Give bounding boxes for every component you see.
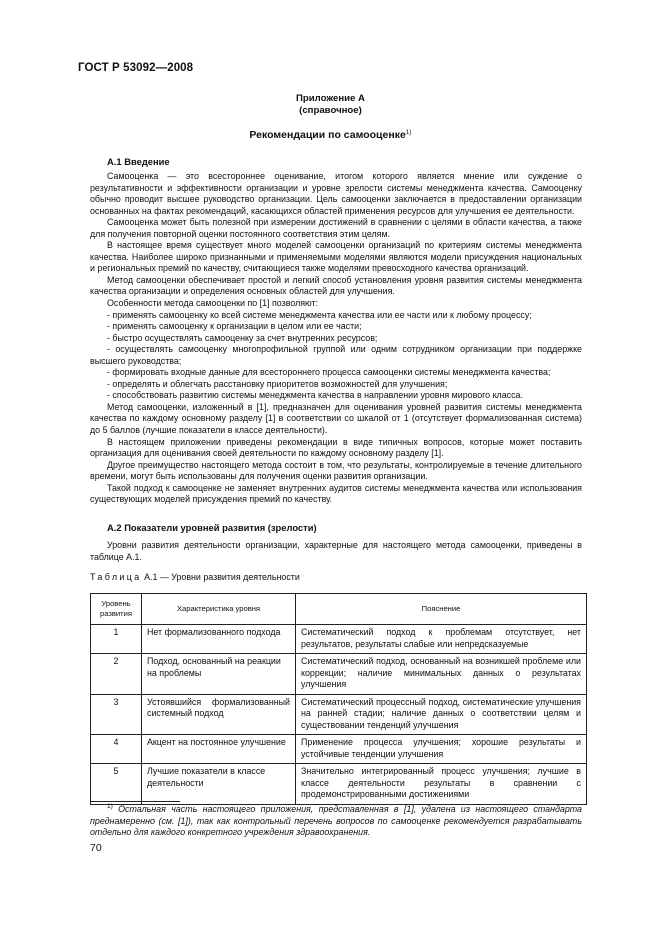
characteristic-cell: Лучшие показатели в классе деятельности [142,764,296,805]
list-item: - быстро осуществлять самооценку за счет внутренних ресурсов; [107,332,378,343]
characteristic-cell: Нет формализованного подхода [142,625,296,654]
page-number: 70 [90,842,102,854]
characteristic-cell: Подход, основанный на реакции на проблемы [142,654,296,695]
table-caption-text: А.1 — Уровни развития деятельности [141,572,300,582]
list-item: - применять самооценку к организации в целом или ее части; [107,321,362,332]
explanation-cell: Значительно интегрированный процесс улучшения; лучшие в классе деятельности результаты в сравнении с продемонстрированными достижениями [296,764,587,805]
standard-header: ГОСТ Р 53092—2008 [78,62,194,74]
level-cell: 2 [91,654,142,695]
header-explanation: Пояснение [296,594,587,625]
paragraph: Самооценка может быть полезной при измерении достижений в сравнении с целями в области качества, а также для получения повторной оценки постоянного соответствия этим целям. [90,217,582,239]
level-cell: 1 [91,625,142,654]
table-row [91,694,587,735]
levels-table [90,593,587,805]
table-row [91,625,587,654]
appendix-type: (справочное) [299,105,362,116]
header-level: Уровень развития [91,594,142,625]
level-cell: 4 [91,735,142,764]
footnote-text: Остальная часть настоящего приложения, представленная в [1], удалена из настоящего стандарта преднамеренно (см. [1]), так как контрольный перечень вопросов по самооценке рекомендуется разрабатывать отдельно для каждого конкретного учреждения здравоохранения. [90,804,582,838]
paragraph: Уровни развития деятельности организации, характерные для настоящего метода самооценки, приведены в таблице А.1. [90,540,582,562]
footnote-paragraph [90,801,582,839]
appendix-label: Приложение А [296,93,365,104]
footnote [90,801,582,839]
section-a2-heading: А.2 Показатели уровней развития (зрелости) [107,522,317,533]
paragraph: Метод самооценки обеспечивает простой и легкий способ установления уровня развития системы менеджмента качества организации и определения основных областей для улучшения. [90,274,582,297]
paragraph: Самооценка — это всестороннее оценивание, итогом которого является мнение или суждение о результативности и эффективности организации и уровне зрелости системы менеджмента качества. Самооценку обычно проводит высшее руководство организации. Цель самооценки заключается в предоставлении организации основанных на фактах рекомендаций, касающихся областей применения ресурсов для улучшения ее деятельности. [90,171,582,216]
explanation-cell: Систематический подход, основанный на возникшей проблеме или коррекции; наличие минимальных данных о результатах улучшения [296,654,587,695]
paragraph: В настоящем приложении приведены рекомендации в виде типичных вопросов, которые может поставить организация для оценивания своей деятельности по каждому основному разделу [1]. [90,436,582,459]
paragraph: Метод самооценки, изложенный в [1], предназначен для оценивания уровней развития системы менеджмента качества по каждому основному разделу [1] в соответствии со шкалой от 1 (отсутствует формализованная система) до 5 баллов (лучшие показатели в классе деятельности). [90,401,582,436]
explanation-cell: Применение процесса улучшения; хорошие результаты и устойчивые тенденции улучшения [296,735,587,764]
paragraph: Такой подход к самооценке не заменяет внутренних аудитов системы менеджмента качества или использования существующих моделей присуждения премий по качеству. [90,482,582,505]
list-item: - применять самооценку ко всей системе менеджмента качества или ее части или к любому процессу; [107,309,532,320]
list-item: - формировать входные данные для всестороннего процесса самооценки системы менеджмента качества; [107,367,551,378]
explanation-cell: Систематический процессный подход, систематические улучшения на ранней стадии; наличие данных о соответствии целям и существовании тенденций улучшения [296,694,587,735]
table-caption [90,572,300,582]
paragraph: Другое преимущество настоящего метода состоит в том, что результаты, контролируемые в течение длительного времени, могут быть использованы для получения оценки развития организации. [90,459,582,482]
level-cell: 5 [91,764,142,805]
explanation-cell: Систематический подход к проблемам отсутствует, нет результатов, результаты слабые или непредсказуемые [296,625,587,654]
footnote-mark: 1) [107,803,113,810]
paragraph: В настоящее время существует много моделей самооценки организаций по критериям системы менеджмента качества. Наиболее широко признанными и применяемыми моделями являются модели присуждения национальных и региональных премий по качеству, считающиеся также моделями превосходного качества организаций. [90,240,582,274]
header-characteristic: Характеристика уровня [142,594,296,625]
title-footnote-mark: 1) [405,129,412,136]
section-a2-body [90,540,582,563]
characteristic-cell: Устоявшийся формализованный системный подход [142,694,296,735]
level-cell: 3 [91,694,142,735]
appendix-title [0,129,661,141]
appendix-title-text: Рекомендации по самооценке [249,129,406,141]
table-row [91,764,587,805]
list-item: - способствовать развитию системы менеджмента качества в направлении уровня мирового класса. [107,390,523,401]
characteristic-cell: Акцент на постоянное улучшение [142,735,296,764]
table-row [91,735,587,764]
table-caption-prefix: Таблица [90,572,142,582]
list-item: - осуществлять самооценку многопрофильной группой или одним сотрудником организации при поддержке высшего руководства; [90,344,582,366]
list-item: - определять и облегчать расстановку приоритетов возможностей для улучшения; [107,378,448,389]
table-header-row [91,594,587,625]
section-a1-heading: А.1 Введение [107,156,170,167]
section-a1-body [90,171,582,506]
table-row [91,654,587,695]
paragraph: Особенности метода самооценки по [1] позволяют: [107,298,319,309]
